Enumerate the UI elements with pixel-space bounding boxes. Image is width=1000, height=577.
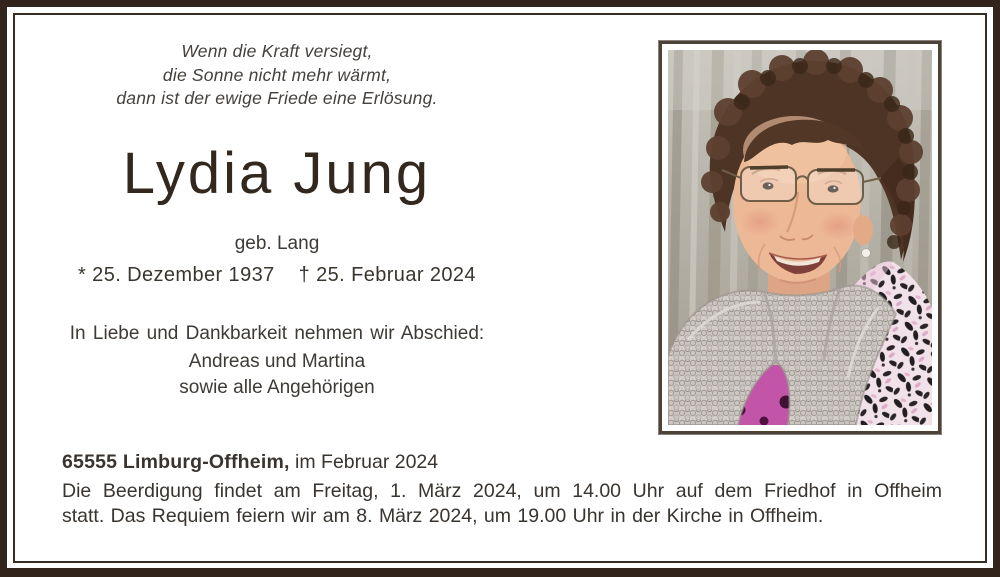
mourners-line: sowie alle Angehörigen [179,377,375,398]
location-text: 65555 Limburg-Offheim, [62,451,290,473]
location-date-line [62,451,946,474]
poem-line: die Sonne nicht mehr wärmt, [162,64,392,85]
poem-line: Wenn die Kraft versiegt, [181,41,373,61]
portrait-photo [659,41,941,434]
life-dates [38,264,516,287]
epitaph-poem [38,40,516,111]
mourners-line: Andreas und Martina [188,351,366,372]
text-column [38,38,516,458]
portrait-illustration [668,50,932,425]
farewell-intro: In Liebe und Dankbarkeit nehmen wir Abschied: [69,323,485,344]
funeral-announcement-line1: Die Beerdigung findet am Freitag, 1. März 2024, um 14.00 Uhr auf dem Friedhof in Offheim [62,480,942,502]
funeral-announcement-line2: statt. Das Requiem feiern wir am 8. März 2024, um 19.00 Uhr in der Kirche in Offheim. [62,505,824,527]
death-date: † 25. Februar 2024 [298,264,476,286]
maiden-name: geb. Lang [234,233,320,254]
birth-date: * 25. Dezember 1937 [78,264,275,286]
pearl-earring [862,249,871,258]
deceased-name: Lydia Jung [122,141,432,206]
date-note: im Februar 2024 [295,451,439,473]
poem-line: dann ist der ewige Friede eine Erlösung. [116,88,438,108]
